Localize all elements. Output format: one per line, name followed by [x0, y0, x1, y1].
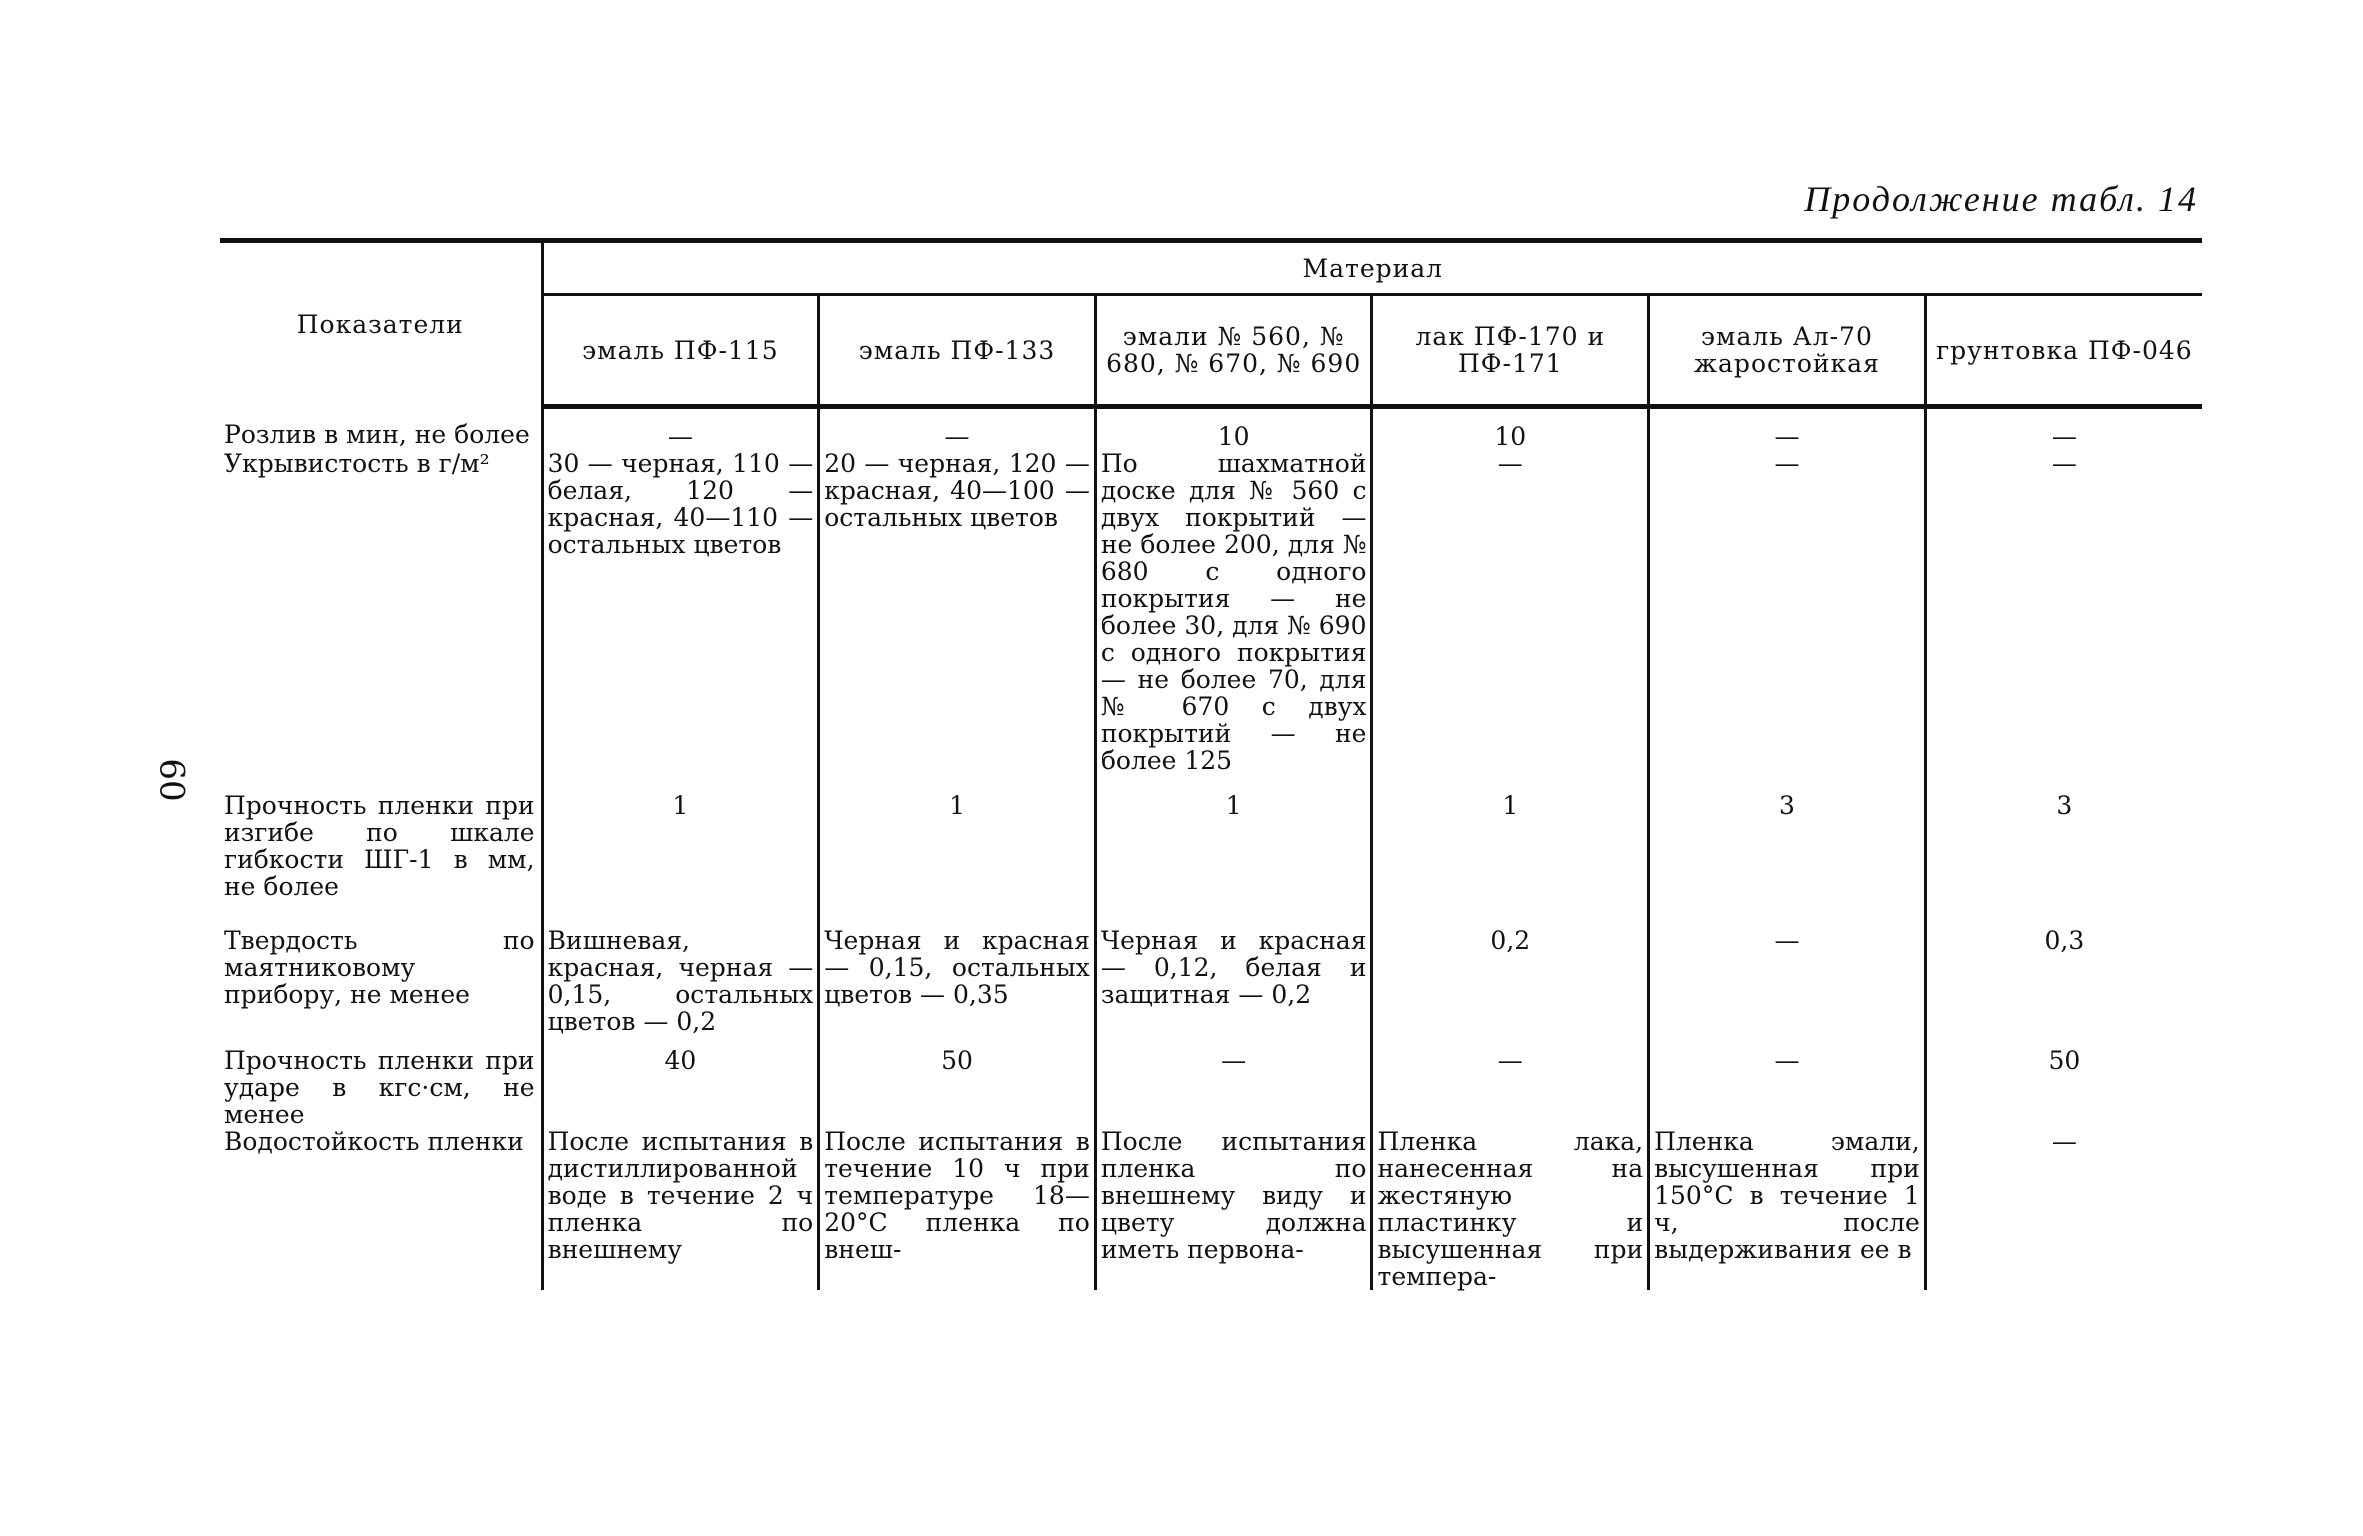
column-header: эмали № 560, № 680, № 670, № 690 [1095, 295, 1372, 407]
table-cell: — [2051, 422, 2077, 451]
table-cell: По шахматной доске для № 560 с двух покрытий — не более 200, для № 680 с одного покрытия — не более 30, для № 690 с одного покрытия — не более 70, для № 670 с двух покрытий — не более 125 [1095, 450, 1372, 792]
table-cell: 1 [819, 792, 1096, 927]
table-cell: 40 [542, 1047, 819, 1128]
column-header: эмаль Ал-70 жаростойкая [1649, 295, 1926, 407]
table-cell: 0,2 [1372, 927, 1649, 1047]
table-cell: Черная и красная — 0,15, остальных цветов — 0,35 [819, 927, 1096, 1047]
table-cell: — [1372, 1047, 1649, 1128]
table-cell: — [1649, 407, 1926, 451]
table-cell: После испытания в дистиллированной воде в течение 2 ч пленка по внешнему [542, 1128, 819, 1290]
table-cell: После испытания пленка по внешнему виду и цвету должна иметь первона- [1095, 1128, 1372, 1290]
table-cell: 10 [1372, 407, 1649, 451]
table-row [220, 1047, 2202, 1128]
table-cell: — [542, 407, 819, 451]
table-row [220, 407, 2202, 451]
page-title: Продолжение табл. 14 [1804, 179, 2198, 219]
table-cell: — [2051, 1127, 2077, 1156]
table-cell: 1 [1372, 792, 1649, 927]
table-cell: 30 — черная, 110 — белая, 120 — красная, 40—110 — остальных цветов [542, 450, 819, 792]
table-cell: — [819, 407, 1096, 451]
table-cell: Вишневая, красная, черная — 0,15, остальных цветов — 0,2 [542, 927, 819, 1047]
table-cell: 0,3 [2044, 926, 2085, 955]
table-cell: После испытания в течение 10 ч при температуре 18—20°С пленка по внеш- [819, 1128, 1096, 1290]
column-header: грунтовка ПФ-046 [1925, 295, 2202, 407]
table-cell: 50 [2048, 1046, 2081, 1075]
table-cell: — [2051, 449, 2077, 478]
table-row [220, 1128, 2202, 1290]
column-header: лак ПФ-170 и ПФ-171 [1372, 295, 1649, 407]
column-header: эмаль ПФ-133 [819, 295, 1096, 407]
table-cell: 20 — черная, 120 — красная, 40—100 — остальных цветов [819, 450, 1096, 792]
column-header: эмаль ПФ-115 [542, 295, 819, 407]
table-cell: Пленка лака, нанесенная на жестяную пластинку и высушенная при темпера- [1372, 1128, 1649, 1290]
table-cell: 1 [542, 792, 819, 927]
table-cell: — [1372, 450, 1649, 792]
row-label: Прочность пленки при изгибе по шкале гибкости ШГ-1 в мм, не более [220, 792, 542, 927]
table-cell: 3 [1649, 792, 1926, 927]
table-cell: — [1649, 1047, 1926, 1128]
row-label: Твердость по маятниковому прибору, не менее [220, 927, 542, 1047]
material-header: Материал [542, 241, 2202, 295]
table-cell: — [1649, 450, 1926, 792]
indicators-header: Показатели [220, 241, 542, 407]
row-label: Укрывистость в г/м² [220, 450, 542, 792]
table-cell: 10 [1095, 407, 1372, 451]
table-cell: — [1649, 927, 1926, 1047]
row-label: Розлив в мин, не более [220, 407, 542, 451]
row-label: Прочность пленки при ударе в кгс·см, не менее [220, 1047, 542, 1128]
table-cell: Черная и красная — 0,12, белая и защитная — 0,2 [1095, 927, 1372, 1047]
specification-table [220, 238, 2202, 1290]
page-number: 60 [151, 758, 192, 802]
table-row [220, 927, 2202, 1047]
table-cell: 50 [819, 1047, 1096, 1128]
table-cell: 1 [1095, 792, 1372, 927]
table-cell: Пленка эмали, высушенная при 150°С в течение 1 ч, после выдерживания ее в [1649, 1128, 1926, 1290]
table-cell: 3 [2056, 791, 2073, 820]
table-row [220, 450, 2202, 792]
table-cell: — [1095, 1047, 1372, 1128]
row-label: Водостойкость пленки [220, 1128, 542, 1290]
table-row [220, 792, 2202, 927]
